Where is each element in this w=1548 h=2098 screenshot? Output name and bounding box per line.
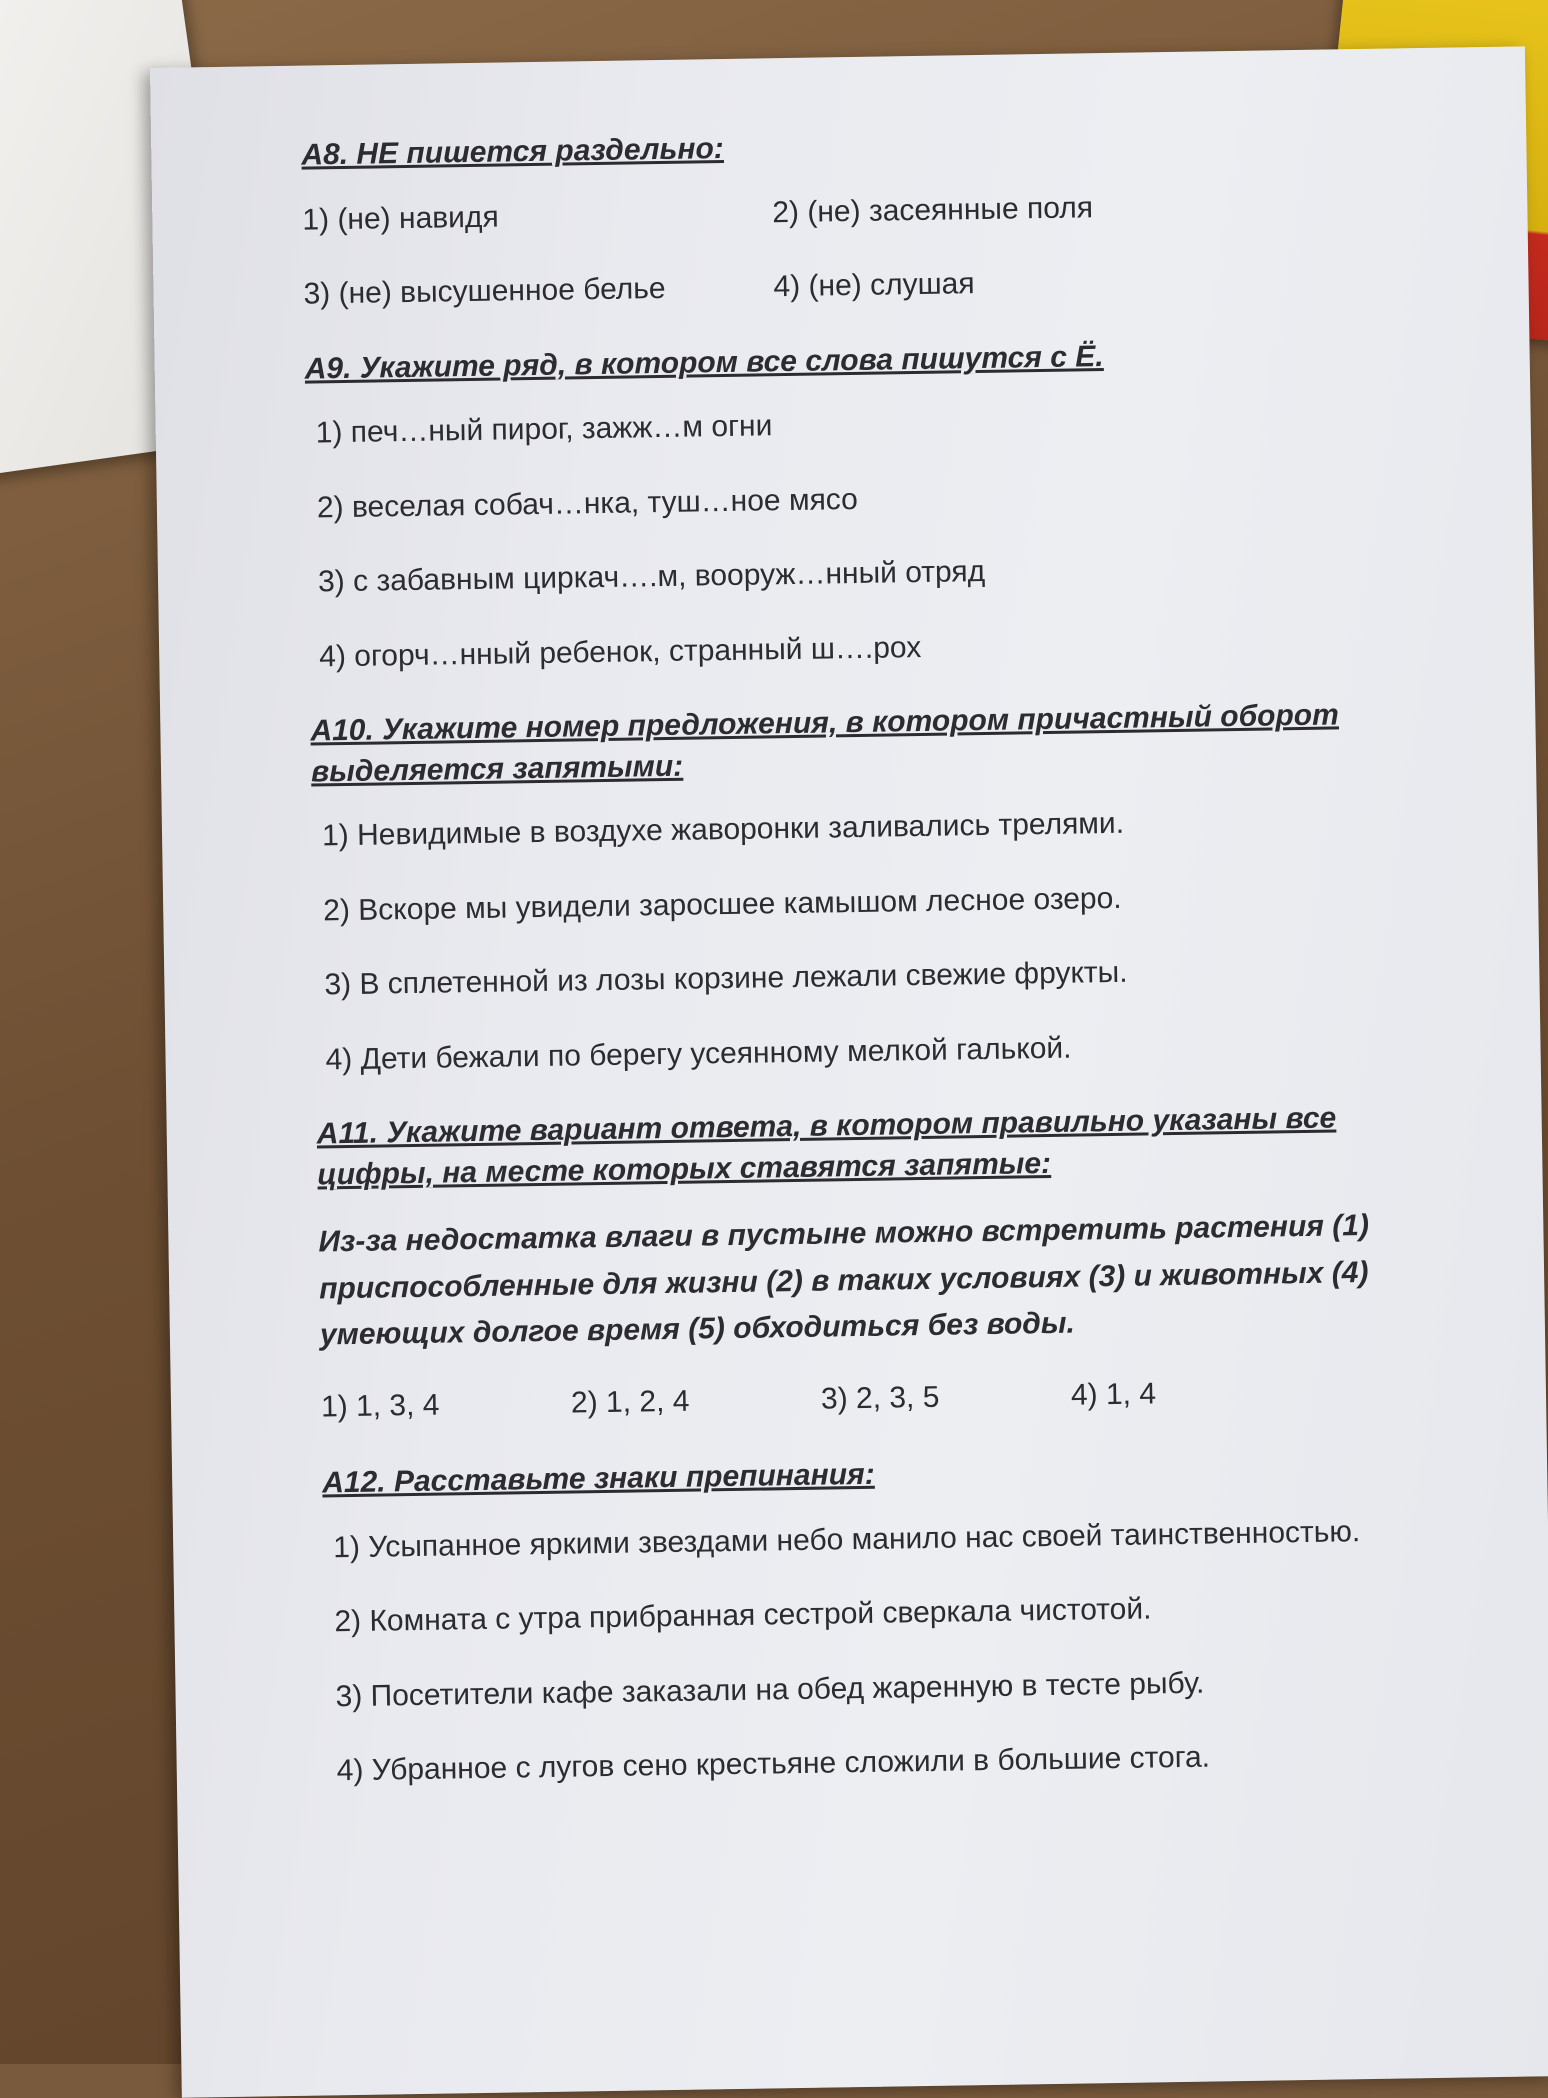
option: 2) 1, 2, 4 — [570, 1384, 690, 1420]
option: 4) Убранное с лугов сено крестьяне сложили в большие стога. — [336, 1740, 1211, 1788]
worksheet-content — [301, 118, 1467, 1826]
option: 1) (не) навидя — [302, 200, 499, 237]
option: 1) 1, 3, 4 — [320, 1388, 440, 1423]
option: 2) Вскоре мы увидели заросшее камышом лесное озеро. — [322, 881, 1122, 927]
question-a8-row-2 — [303, 257, 1443, 315]
option: 3) Посетители кафе заказали на обед жаренную в тесте рыбу. — [335, 1666, 1205, 1713]
option: 3) 2, 3, 5 — [820, 1380, 940, 1416]
question-a8-heading: А8. НЕ пишется раздельно: — [301, 131, 725, 172]
option: 1) печ…ный пирог, зажж…м огни — [315, 409, 773, 450]
question-a11-heading: А11. Укажите вариант ответа, в котором правильно указаны все цифры, на месте которых ставятся запятые: — [316, 1101, 1337, 1192]
option: 4) Дети бежали по берегу усеянному мелкой галькой. — [325, 1031, 1072, 1076]
option: 3) В сплетенной из лозы корзине лежали свежие фрукты. — [324, 955, 1128, 1002]
option: 4) огорч…нный ребенок, странный ш….рох — [319, 630, 922, 673]
option: 1) Усыпанное яркими звездами небо манило нас своей таинственностью. — [332, 1514, 1361, 1564]
question-a11-answers — [321, 1369, 1461, 1427]
question-a12-heading: А12. Расставьте знаки препинания: — [321, 1457, 875, 1500]
option: 3) (не) высушенное белье — [303, 271, 666, 311]
option: 1) Невидимые в воздухе жаворонки заливались трелями. — [321, 806, 1125, 853]
option: 4) 1, 4 — [1070, 1376, 1157, 1412]
option: 2) веселая собач…нка, туш…ное мясо — [316, 482, 859, 524]
question-a8-row-1 — [302, 182, 1442, 240]
option: 4) (не) слушая — [773, 267, 975, 304]
question-a11-sentence: Из-за недостатка влаги в пустыне можно встретить растения (1) приспособленные для жизни (2) в таких условиях (3) и животных (4) умеющих долгое время (5) обходиться без воды. — [318, 1208, 1370, 1352]
worksheet-paper — [150, 46, 1548, 2097]
option: 2) Комната с утра прибранная сестрой сверкала чистотой. — [334, 1592, 1152, 1639]
option: 3) с забавным циркач….м, вооруж…нный отряд — [317, 554, 986, 599]
question-a9-heading: А9. Укажите ряд, в котором все слова пишутся с Ё. — [304, 339, 1104, 386]
question-a10-heading: А10. Укажите номер предложения, в котором причастный оборот выделяется запятыми: — [310, 698, 1340, 789]
option: 2) (не) засеянные поля — [772, 190, 1094, 229]
